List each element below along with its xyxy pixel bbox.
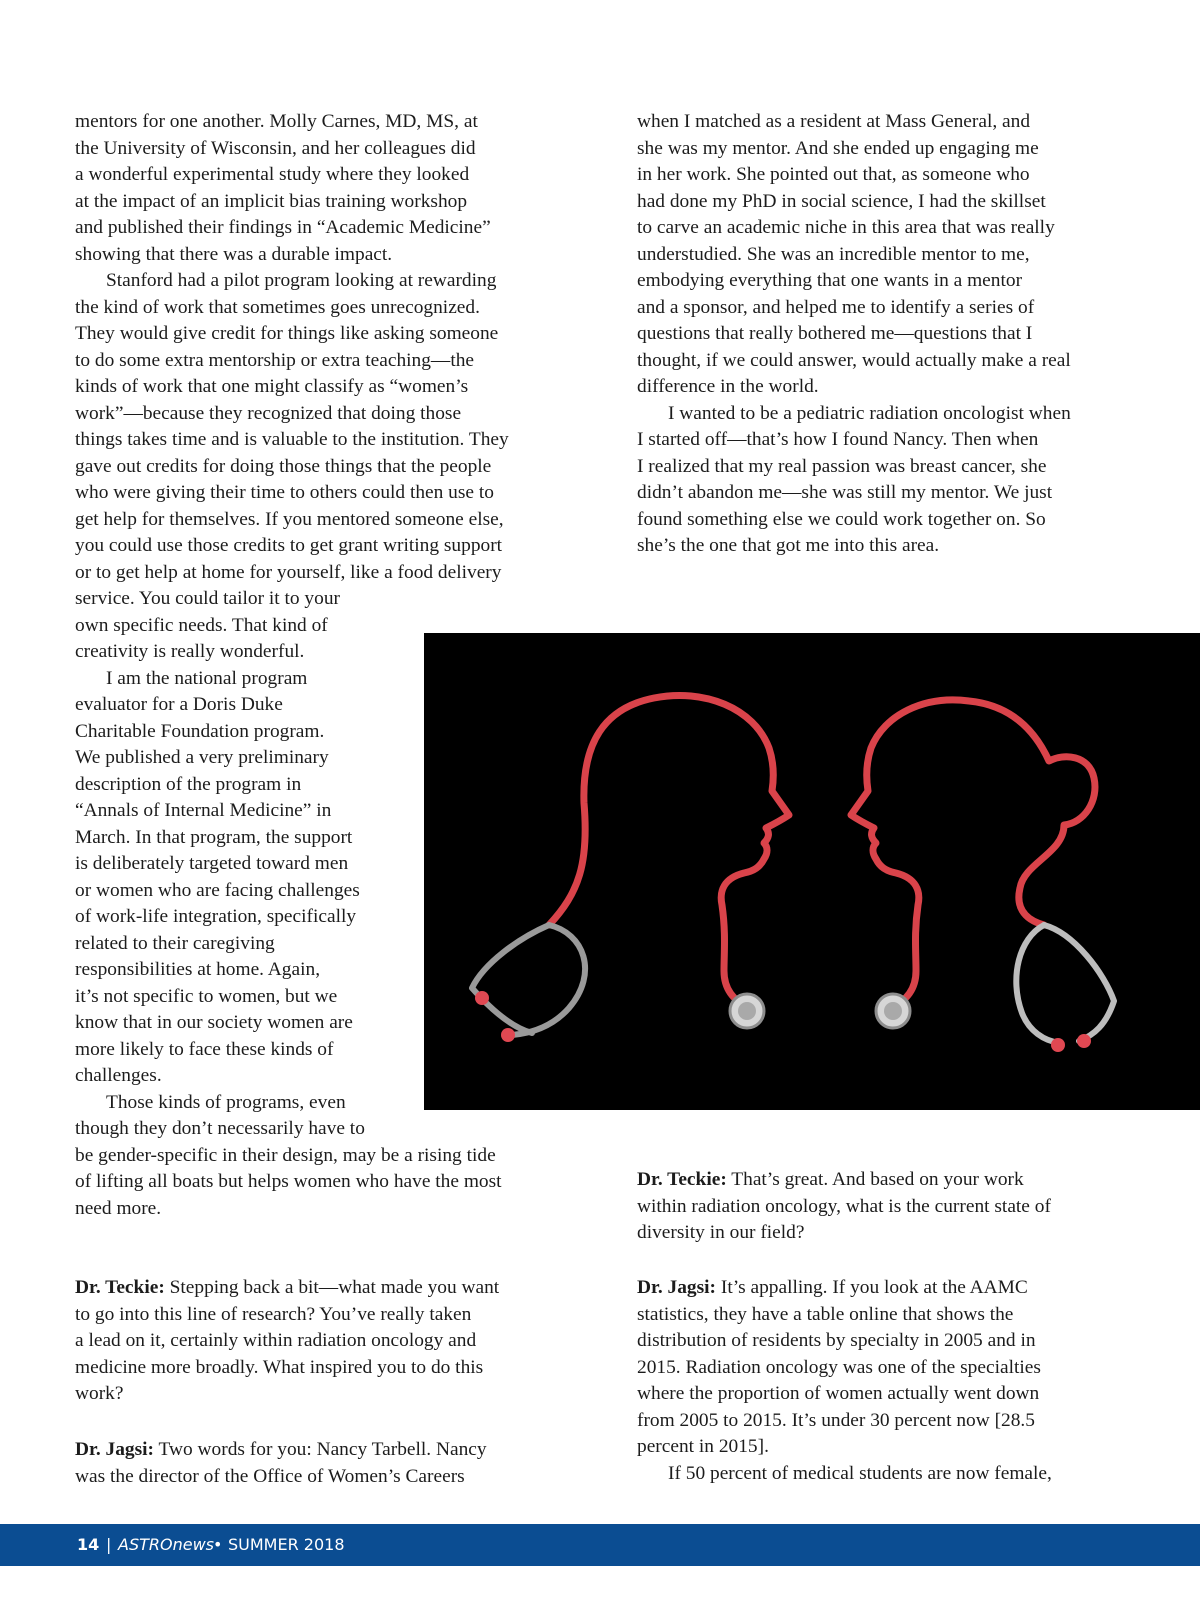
right-ear-tip-1	[1077, 1034, 1091, 1048]
body-line: Charitable Foundation program.	[75, 720, 325, 742]
body-line: found something else we could work together on. So	[637, 508, 1046, 530]
right-earpiece-arm	[1044, 925, 1114, 1041]
body-line: at the impact of an implicit bias training workshop	[75, 190, 468, 212]
body-line: you could use those credits to get grant writing support	[75, 535, 503, 556]
footer-bullet: •	[213, 1535, 223, 1554]
body-line: more likely to face these kinds of	[75, 1038, 334, 1060]
body-line: own specific needs. That kind of	[75, 614, 328, 636]
right-ear-tip-2	[1051, 1038, 1065, 1052]
speaker-text: Two words for you: Nancy Tarbell. Nancy	[154, 1439, 487, 1460]
question-line: a lead on it, certainly within radiation oncology and	[75, 1330, 477, 1351]
question-line: within radiation oncology, what is the current state of	[637, 1195, 1051, 1217]
question-line: to go into this line of research? You’ve really taken	[75, 1303, 472, 1325]
answer-line: was the director of the Office of Women’s Careers	[75, 1465, 465, 1487]
body-line: a wonderful experimental study where they looked	[75, 164, 470, 185]
body-line: of work-life integration, specifically	[75, 906, 357, 927]
answer-line: statistics, they have a table online that shows the	[637, 1303, 1014, 1325]
left-ear-tip-2	[501, 1028, 515, 1042]
body-line: and published their findings in “Academic Medicine”	[75, 217, 491, 238]
body-line: showing that there was a durable impact.	[75, 243, 393, 265]
publication-name: ASTROnews	[118, 1535, 214, 1554]
body-line: know that in our society women are	[75, 1012, 353, 1033]
body-line: creativity is really wonderful.	[75, 641, 305, 662]
body-line: she was my mentor. And she ended up engaging me	[637, 137, 1039, 159]
body-line: related to their caregiving	[75, 932, 275, 954]
stethoscope-illustration	[424, 633, 1200, 1110]
question-line	[637, 1166, 1024, 1193]
body-line: didn’t abandon me—she was still my mentor. We just	[637, 482, 1053, 503]
body-line: challenges.	[75, 1065, 162, 1086]
footer-separator: |	[106, 1535, 112, 1554]
body-line: it’s not specific to women, but we	[75, 985, 338, 1007]
answer-line: 2015. Radiation oncology was one of the specialties	[637, 1356, 1041, 1378]
body-line: need more.	[75, 1197, 162, 1219]
body-line: who were giving their time to others could then use to	[75, 482, 494, 503]
body-line: in her work. She pointed out that, as someone who	[637, 164, 1030, 185]
body-line: I wanted to be a pediatric radiation oncologist when	[668, 402, 1071, 424]
body-line: responsibilities at home. Again,	[75, 959, 321, 980]
question-line: diversity in our field?	[637, 1222, 805, 1243]
body-line: difference in the world.	[637, 376, 819, 397]
body-line: description of the program in	[75, 773, 302, 795]
body-line: They would give credit for things like asking someone	[75, 323, 499, 344]
speaker-name: Dr. Jagsi:	[637, 1277, 717, 1298]
speaker-text: It’s appalling. If you look at the AAMC	[716, 1277, 1028, 1298]
body-line: understudied. She was an incredible mentor to me,	[637, 243, 1030, 265]
right-chestpiece	[876, 994, 910, 1028]
body-line: or to get help at home for yourself, like a food delivery	[75, 561, 502, 583]
answer-line: where the proportion of women actually went down	[637, 1383, 1040, 1404]
body-line: March. In that program, the support	[75, 826, 353, 848]
speaker-text: Stepping back a bit—what made you want	[164, 1277, 500, 1298]
issue-date: SUMMER 2018	[228, 1535, 345, 1554]
body-line: “Annals of Internal Medicine” in	[75, 800, 332, 821]
body-line: to carve an academic niche in this area that was really	[637, 217, 1055, 238]
answer-line: If 50 percent of medical students are now female,	[668, 1462, 1052, 1484]
body-line: things takes time and is valuable to the institution. They	[75, 429, 509, 450]
body-line: evaluator for a Doris Duke	[75, 694, 283, 715]
body-line: I realized that my real passion was breast cancer, she	[637, 455, 1047, 477]
answer-line: percent in 2015].	[637, 1436, 769, 1457]
right-profile-tube	[851, 700, 1095, 1005]
body-line: to do some extra mentorship or extra teaching—the	[75, 349, 475, 371]
body-line: We published a very preliminary	[75, 747, 329, 768]
body-line: thought, if we could answer, would actually make a real	[637, 349, 1071, 371]
body-line: of lifting all boats but helps women who have the most	[75, 1171, 502, 1192]
body-line: though they don’t necessarily have to	[75, 1118, 365, 1139]
body-line: and a sponsor, and helped me to identify a series of	[637, 296, 1035, 318]
body-line: Those kinds of programs, even	[106, 1091, 346, 1113]
left-earpiece-arm	[472, 925, 549, 1033]
left-chestpiece	[730, 994, 764, 1028]
question-line	[75, 1274, 499, 1301]
answer-line: from 2005 to 2015. It’s under 30 percent now [28.5	[637, 1409, 1035, 1431]
stethoscope-profiles-icon	[424, 633, 1200, 1110]
speaker-name: Dr. Teckie:	[637, 1169, 727, 1190]
body-line: the kind of work that sometimes goes unrecognized.	[75, 296, 480, 318]
body-line: she’s the one that got me into this area.	[637, 535, 940, 556]
answer-line	[637, 1274, 1028, 1301]
body-line: the University of Wisconsin, and her colleagues did	[75, 137, 476, 159]
speaker-text: That’s great. And based on your work	[726, 1169, 1024, 1190]
speaker-name: Dr. Jagsi:	[75, 1439, 155, 1460]
body-line: had done my PhD in social science, I had the skillset	[637, 190, 1046, 212]
body-line: get help for themselves. If you mentored someone else,	[75, 508, 504, 530]
body-line: questions that really bothered me—questions that I	[637, 323, 1033, 344]
right-earpiece-arm-2	[1016, 925, 1060, 1043]
left-ear-tip-1	[475, 991, 489, 1005]
body-line: or women who are facing challenges	[75, 879, 360, 901]
body-line: embodying everything that one wants in a mentor	[637, 270, 1023, 291]
body-line: mentors for one another. Molly Carnes, MD, MS, at	[75, 111, 478, 132]
question-line: medicine more broadly. What inspired you to do this	[75, 1356, 484, 1378]
body-line: I am the national program	[106, 667, 308, 689]
body-line: is deliberately targeted toward men	[75, 853, 349, 874]
body-line: Stanford had a pilot program looking at rewarding	[106, 270, 497, 291]
body-line: when I matched as a resident at Mass General, and	[637, 111, 1031, 132]
body-line: I started off—that’s how I found Nancy. Then when	[637, 429, 1039, 450]
question-line: work?	[75, 1383, 124, 1404]
answer-line: distribution of residents by specialty in 2005 and in	[637, 1330, 1036, 1351]
body-line: gave out credits for doing those things that the people	[75, 455, 492, 477]
body-line: service. You could tailor it to your	[75, 588, 340, 609]
page-footer	[0, 1524, 1200, 1566]
body-line: work”—because they recognized that doing those	[75, 402, 462, 424]
body-line: kinds of work that one might classify as “women’s	[75, 376, 469, 397]
answer-line	[75, 1436, 487, 1463]
speaker-name: Dr. Teckie:	[75, 1277, 165, 1298]
page-number: 14	[77, 1535, 100, 1554]
body-line: be gender-specific in their design, may be a rising tide	[75, 1144, 496, 1166]
